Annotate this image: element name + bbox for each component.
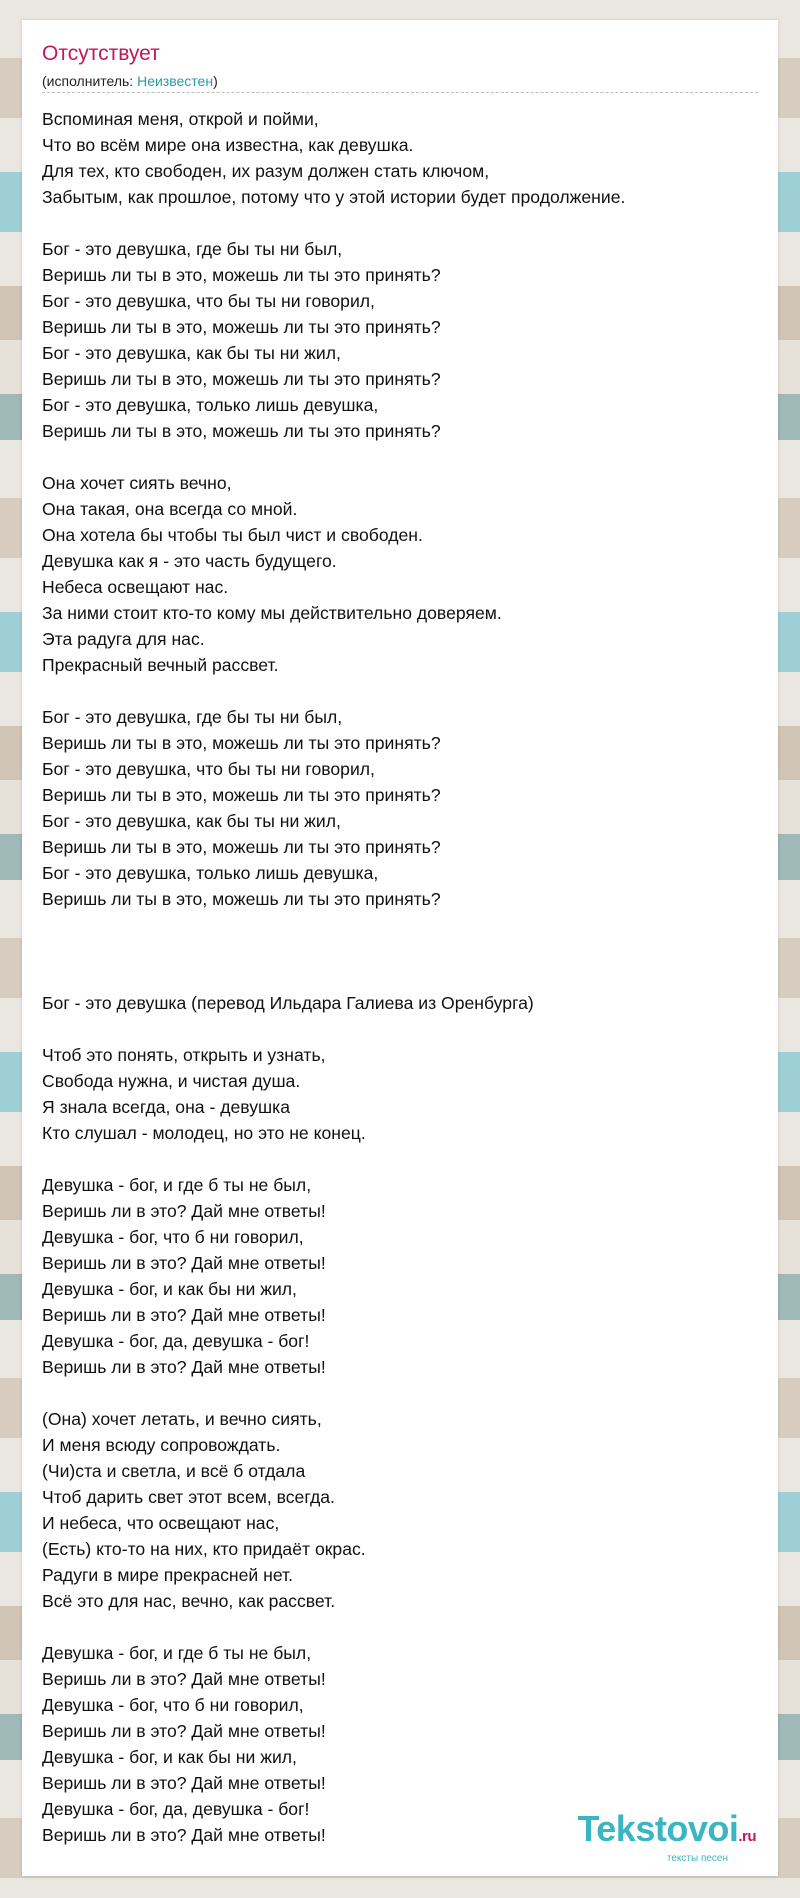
lyrics-card bbox=[22, 20, 778, 1876]
artist-suffix: ) bbox=[213, 73, 218, 89]
logo-wordmark: Tekstovoi bbox=[577, 1808, 739, 1849]
dashed-divider bbox=[42, 92, 758, 93]
artist-prefix: (исполнитель: bbox=[42, 73, 138, 89]
artist-link[interactable]: Неизвестен bbox=[137, 73, 214, 89]
logo-tld: .ru bbox=[738, 1828, 756, 1845]
site-logo[interactable] bbox=[577, 1808, 756, 1864]
song-title: Отсутствует bbox=[42, 42, 160, 65]
logo-tagline: тексты песен bbox=[666, 1853, 728, 1864]
lyrics-text: Вспоминая меня, открой и пойми, Что во всём мире она известна, как девушка. Для тех, кто свободен, их разум должен стать ключом, Забытым, как прошлое, потому что у этой истории будет продолжение. Бог - это девушка, где бы ты ни был, Веришь ли ты в это, можешь ли ты это принять? Бог - это девушка, что бы ты ни говорил, Веришь ли ты в это, можешь ли ты это принять? Бог - это девушка, как бы ты ни жил, Веришь ли ты в это, можешь ли ты это принять? Бог - это девушка, только лишь девушка, Веришь ли ты в это, можешь ли ты это принять? Она хочет сиять вечно, Она такая, она всегда со мной. Она хотела бы чтобы ты был чист и свободен. Девушка как я - это часть будущего. Небеса освещают нас. За ними стоит кто-то кому мы действительно доверяем. Эта радуга для нас. Прекрасный вечный рассвет. Бог - это девушка, где бы ты ни был, Веришь ли ты в это, можешь ли ты это принять? Бог - это девушка, что бы ты ни говорил, Веришь ли ты в это, можешь ли ты это принять? Бог - это девушка, как бы ты ни жил, Веришь ли ты в это, можешь ли ты это принять? Бог - это девушка, только лишь девушка, Веришь ли ты в это, можешь ли ты это принять? Бог - это девушка (перевод Ильдара Галиева из Оренбурга) Чтоб это понять, открыть и узнать, Свобода нужна, и чистая душа. Я знала всегда, она - девушка Кто слушал - молодец, но это не конец. Девушка - бог, и где б ты не был, Веришь ли в это? Дай мне ответы! Девушка - бог, что б ни говорил, Веришь ли в это? Дай мне ответы! Девушка - бог, и как бы ни жил, Веришь ли в это? Дай мне ответы! Девушка - бог, да, девушка - бог! Веришь ли в это? Дай мне ответы! (Она) хочет летать, и вечно сиять, И меня всюду сопровождать. (Чи)ста и светла, и всё б отдала Чтоб дарить свет этот всем, всегда. И небеса, что освещают нас, (Есть) кто-то на них, кто придаёт окрас. Радуги в мире прекрасней нет. Всё это для нас, вечно, как рассвет. Девушка - бог, и где б ты не был, Веришь ли в это? Дай мне ответы! Девушка - бог, что б ни говорил, Веришь ли в это? Дай мне ответы! Девушка - бог, и как бы ни жил, Веришь ли в это? Дай мне ответы! Девушка - бог, да, девушка - бог! Веришь ли в это? Дай мне ответы! bbox=[42, 109, 626, 1845]
artist-line bbox=[42, 73, 218, 89]
